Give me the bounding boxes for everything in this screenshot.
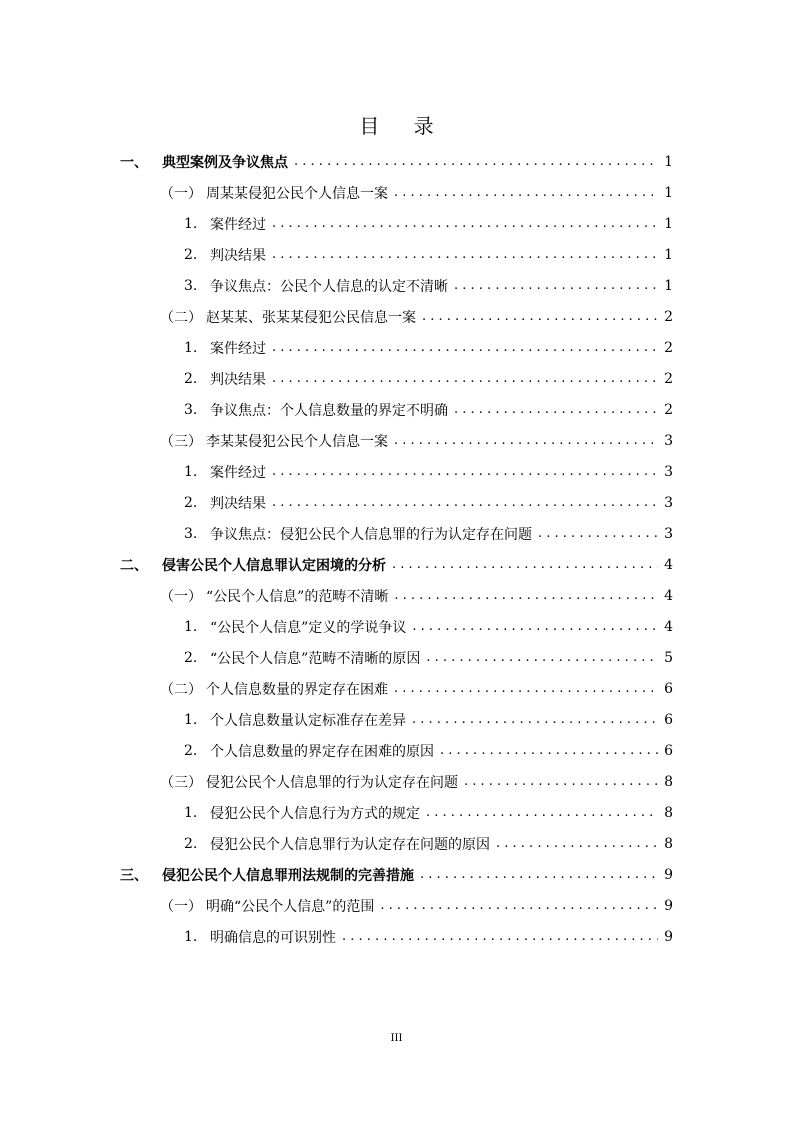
toc-entry-title: 明确“公民个人信息”的范围	[206, 898, 375, 915]
toc-entry-title: 个人信息数量的界定存在困难	[206, 681, 388, 698]
toc-entry-title: 个人信息数量的界定存在困难的原因	[210, 743, 434, 760]
toc-entry-number: 2.	[184, 494, 198, 511]
toc-entry-page: 1	[664, 277, 673, 294]
toc-entry[interactable]	[184, 518, 673, 549]
toc-entry-page: 9	[664, 928, 673, 945]
toc-entry-page: 2	[664, 339, 673, 356]
dot-leader	[464, 774, 658, 789]
toc-entry[interactable]	[184, 456, 673, 487]
toc-entry-number: 一、	[120, 154, 148, 171]
dot-leader	[272, 495, 658, 510]
toc-entry-number: 1.	[184, 928, 198, 945]
toc-entry-page: 3	[664, 525, 673, 542]
dot-leader	[272, 340, 658, 355]
toc-entry-title: 赵某某、张某某侵犯公民信息一案	[206, 309, 416, 326]
dot-leader	[394, 681, 658, 696]
toc-entry-title: 侵犯公民个人信息罪行为认定存在问题的原因	[210, 836, 490, 853]
toc-entry-title: 周某某侵犯公民个人信息一案	[206, 185, 388, 202]
dot-leader	[272, 216, 658, 231]
toc-entry-number: 1.	[184, 463, 198, 480]
dot-leader	[426, 650, 658, 665]
toc-entry-title: “公民个人信息”的范畴不清晰	[206, 588, 389, 605]
toc-entry-page: 1	[664, 184, 673, 201]
toc-entry-page: 3	[664, 494, 673, 511]
toc-entry-title: 侵犯公民个人信息罪的行为认定存在问题	[206, 774, 458, 791]
toc-entry-number: 2.	[184, 835, 198, 852]
dot-leader	[538, 526, 658, 541]
dot-leader	[342, 929, 658, 944]
dot-leader	[294, 154, 658, 169]
toc-entry-title: 典型案例及争议焦点	[162, 154, 288, 171]
toc-entry-page: 4	[664, 618, 673, 635]
dot-leader	[496, 836, 658, 851]
toc-entry-title: 侵犯公民个人信息罪刑法规制的完善措施	[162, 867, 414, 884]
toc-entry[interactable]	[184, 394, 673, 425]
toc-entry-page: 5	[664, 649, 673, 666]
toc-entry-page: 6	[664, 680, 673, 697]
toc-entry-number: 1.	[184, 711, 198, 728]
dot-leader	[440, 743, 658, 758]
toc-entry-page: 1	[664, 246, 673, 263]
toc-entry-page: 1	[664, 153, 673, 170]
toc-entry-title: “公民个人信息”定义的学说争议	[210, 619, 407, 636]
toc-entry[interactable]	[184, 208, 673, 239]
toc-entry[interactable]	[160, 301, 673, 332]
toc-entry[interactable]	[160, 673, 673, 704]
toc-entry-number: 2.	[184, 246, 198, 263]
toc-entry-title: “公民个人信息”范畴不清晰的原因	[210, 650, 421, 667]
toc-entry-title: 争议焦点：侵犯公民个人信息罪的行为认定存在问题	[210, 526, 532, 543]
toc-entry-title: 判决结果	[210, 495, 266, 512]
dot-leader	[412, 712, 658, 727]
toc-entry[interactable]	[160, 425, 673, 456]
toc-entry[interactable]	[184, 704, 673, 735]
dot-leader	[454, 402, 658, 417]
toc-entry[interactable]	[184, 332, 673, 363]
toc-entry[interactable]	[184, 797, 673, 828]
toc-entry-number: 3.	[184, 525, 198, 542]
toc-entry-number: （三）	[160, 774, 202, 791]
dot-leader	[394, 433, 658, 448]
toc-entry-number: （二）	[160, 309, 202, 326]
toc-entry-title: 侵犯公民个人信息行为方式的规定	[210, 805, 420, 822]
toc-entry-page: 2	[664, 308, 673, 325]
toc-entry[interactable]	[184, 239, 673, 270]
toc-entry-number: （三）	[160, 433, 202, 450]
toc-entry-title: 案件经过	[210, 216, 266, 233]
toc-entry-number: 2.	[184, 370, 198, 387]
toc-entry-page: 4	[664, 556, 673, 573]
toc-entry-title: 个人信息数量认定标准存在差异	[210, 712, 406, 729]
toc-entry-title: 案件经过	[210, 340, 266, 357]
toc-entry-page: 4	[664, 587, 673, 604]
toc-entry-page: 2	[664, 370, 673, 387]
toc-entry-number: 1.	[184, 804, 198, 821]
toc-entry-title: 判决结果	[210, 371, 266, 388]
toc-entry[interactable]	[184, 921, 673, 952]
toc-entry-number: （一）	[160, 185, 202, 202]
toc-entry-title: 判决结果	[210, 247, 266, 264]
dot-leader	[380, 898, 658, 913]
dot-leader	[394, 588, 658, 603]
toc-entry[interactable]	[160, 766, 673, 797]
toc-entry-page: 6	[664, 742, 673, 759]
page-number-footer: III	[390, 1033, 403, 1044]
toc-entry-number: （一）	[160, 898, 202, 915]
toc-entry[interactable]	[184, 735, 673, 766]
dot-leader	[272, 247, 658, 262]
dot-leader	[394, 185, 658, 200]
toc-entry[interactable]	[184, 487, 673, 518]
toc-entry[interactable]	[160, 177, 673, 208]
toc-entry[interactable]	[184, 363, 673, 394]
toc-entry[interactable]	[160, 580, 673, 611]
toc-entry-page: 3	[664, 432, 673, 449]
toc-entry[interactable]	[160, 890, 673, 921]
toc-entry-number: （一）	[160, 588, 202, 605]
toc-entry-number: 二、	[120, 557, 148, 574]
toc-entry-title: 争议焦点：公民个人信息的认定不清晰	[210, 278, 448, 295]
toc-entry[interactable]	[184, 828, 673, 859]
dot-leader	[412, 619, 658, 634]
dot-leader	[454, 278, 658, 293]
toc-entry-title: 案件经过	[210, 464, 266, 481]
toc-entry-page: 9	[664, 866, 673, 883]
dot-leader	[392, 557, 658, 572]
toc-entry-number: 3.	[184, 277, 198, 294]
toc-entry[interactable]	[120, 859, 673, 890]
dot-leader	[420, 867, 658, 882]
toc-entry-page: 8	[664, 773, 673, 790]
toc-entry-number: 三、	[120, 867, 148, 884]
toc-entry-number: 2.	[184, 742, 198, 759]
toc-entry-title: 争议焦点：个人信息数量的界定不明确	[210, 402, 448, 419]
toc-entry-title: 明确信息的可识别性	[210, 929, 336, 946]
toc-entry-number: 3.	[184, 401, 198, 418]
toc-entry[interactable]	[120, 146, 673, 177]
toc-entry-page: 3	[664, 463, 673, 480]
toc-entry[interactable]	[120, 549, 673, 580]
toc-entry-page: 1	[664, 215, 673, 232]
toc-entry-number: 1.	[184, 339, 198, 356]
toc-entry-page: 8	[664, 835, 673, 852]
toc-entry-number: 2.	[184, 649, 198, 666]
page-title: 目 录	[359, 114, 448, 138]
toc-entry[interactable]	[184, 642, 673, 673]
toc-entry-page: 8	[664, 804, 673, 821]
toc-entry-page: 2	[664, 401, 673, 418]
dot-leader	[272, 464, 658, 479]
toc-entry-page: 9	[664, 897, 673, 914]
toc-entry-page: 6	[664, 711, 673, 728]
dot-leader	[426, 805, 658, 820]
toc-entry-number: 1.	[184, 215, 198, 232]
toc-entry[interactable]	[184, 611, 673, 642]
dot-leader	[422, 309, 658, 324]
dot-leader	[272, 371, 658, 386]
toc-entry[interactable]	[184, 270, 673, 301]
toc-entry-title: 侵害公民个人信息罪认定困境的分析	[162, 557, 386, 574]
toc-entry-number: （二）	[160, 681, 202, 698]
toc-entry-title: 李某某侵犯公民个人信息一案	[206, 433, 388, 450]
toc-entry-number: 1.	[184, 618, 198, 635]
